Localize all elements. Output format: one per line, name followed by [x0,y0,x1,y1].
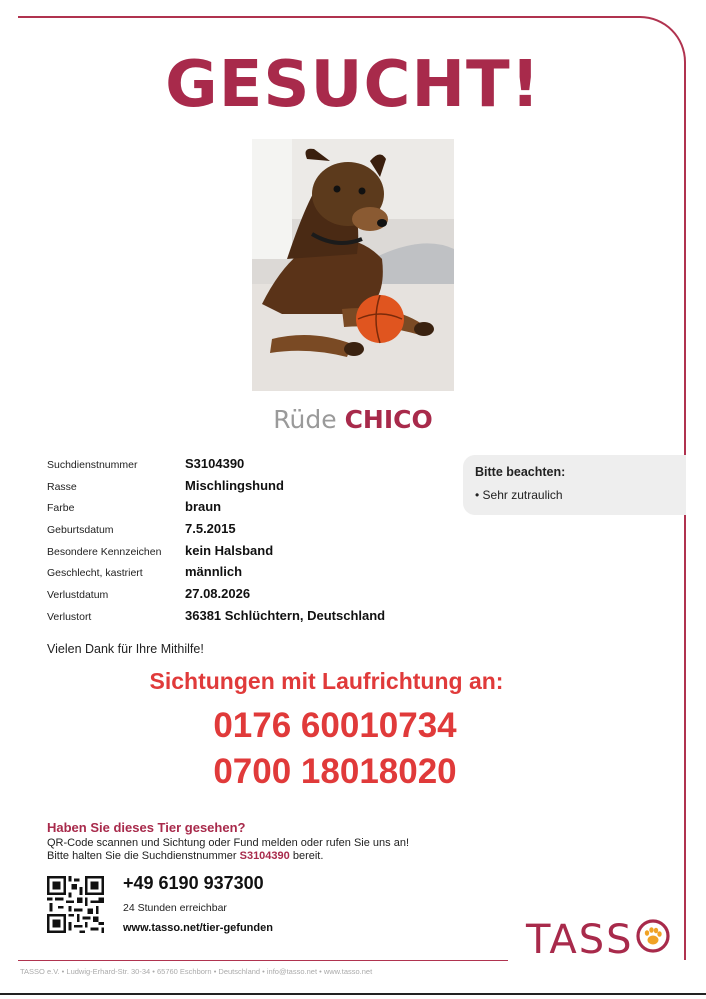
note-box [463,455,686,515]
help-line-2-suffix: bereit. [289,850,324,862]
poster-title: GESUCHT! [165,48,541,122]
detail-label: Verlustort [47,610,92,623]
detail-value: braun [185,499,222,515]
pet-sex-label: Rüde [273,405,337,434]
detail-label: Verlustdatum [47,589,109,602]
logo-text: TASS [526,917,634,963]
help-line-1: QR-Code scannen und Sichtung oder Fund melden oder rufen Sie uns an! [47,837,410,849]
detail-label: Besondere Kennzeichen [47,545,162,558]
sightings-heading: Sichtungen mit Laufrichtung an: [149,668,504,694]
note-item: • Sehr zutraulich [475,488,563,502]
detail-value: kein Halsband [185,542,274,558]
detail-label: Farbe [47,502,75,515]
detail-value: S3104390 [185,456,245,471]
contact-hours: 24 Stunden erreichbar [123,902,227,914]
contact-block [123,873,273,934]
detail-label: Geburtsdatum [47,524,114,537]
help-search-number: S3104390 [239,850,290,862]
help-line-2-prefix: Bitte halten Sie die Suchdienstnummer [47,850,240,862]
pet-name: CHICO [344,405,433,434]
dog-photo [252,139,454,391]
footer-divider [18,960,508,961]
pet-name-heading [0,405,706,434]
help-section [47,820,409,863]
sighting-phone-2[interactable]: 0700 18018020 [213,752,457,791]
detail-value: Mischlingshund [185,477,284,493]
contact-phone[interactable]: +49 6190 937300 [123,873,264,893]
help-line-2 [47,850,409,863]
detail-value: 36381 Schlüchtern, Deutschland [185,607,386,623]
note-title: Bitte beachten: [475,465,566,479]
qr-code-icon[interactable] [47,876,104,933]
paw-icon [636,917,670,963]
detail-label: Geschlecht, kastriert [47,567,143,580]
detail-label: Rasse [47,480,77,493]
help-title: Haben Sie dieses Tier gesehen? [47,820,246,835]
page-bottom-rule [0,993,706,995]
detail-value: 7.5.2015 [185,521,236,537]
footer-address: TASSO e.V. • Ludwig-Erhard-Str. 30-34 • 65760 Eschborn • Deutschland • info@tasso.net • www.tasso.net [20,967,373,976]
sighting-phone-1[interactable]: 0176 60010734 [213,706,457,745]
contact-website-link[interactable]: www.tasso.net/tier-gefunden [123,922,273,934]
thanks-text: Vielen Dank für Ihre Mithilfe! [47,642,204,656]
detail-value: männlich [185,564,243,580]
tasso-logo [526,917,670,963]
detail-label: Suchdienstnummer [47,459,138,471]
detail-value: 27.08.2026 [185,586,251,602]
